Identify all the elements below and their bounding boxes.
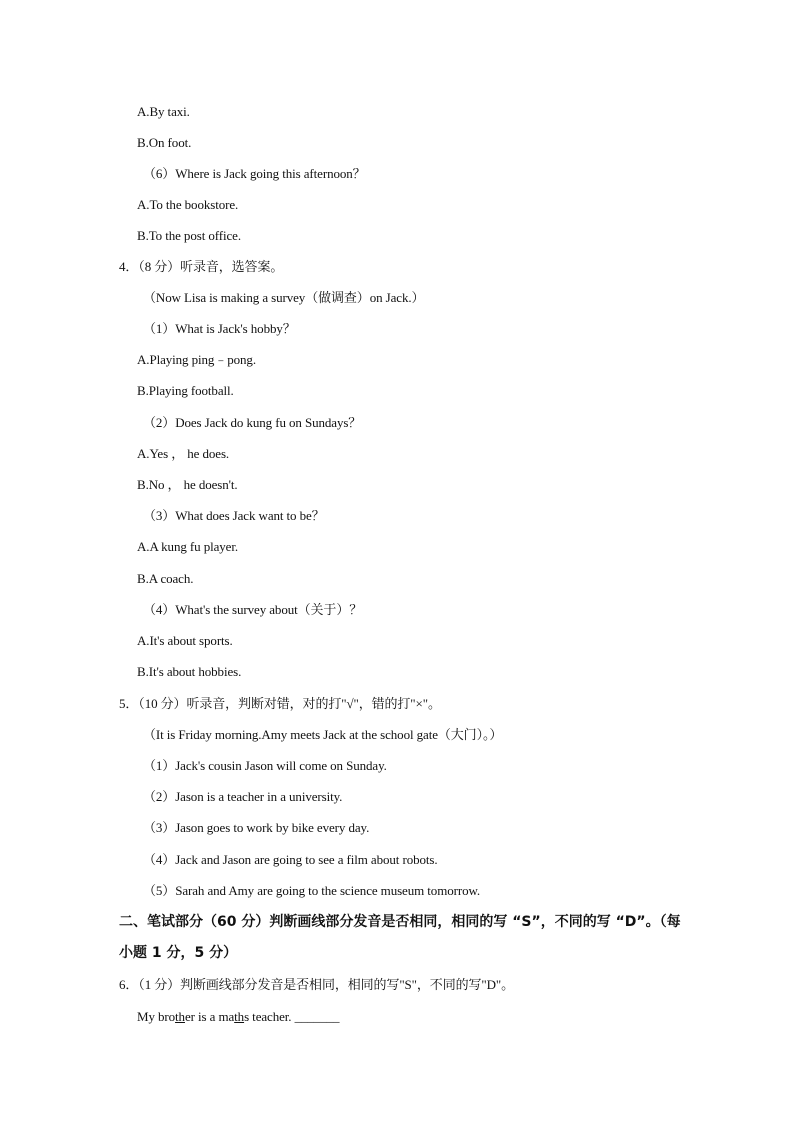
statement-5-5: （5）Sarah and Amy are going to the science museum tomorrow. [143, 883, 481, 898]
part-2-heading-cont: 小题 1 分，5 分） [119, 945, 238, 961]
section-5-context: （It is Friday morning.Amy meets Jack at the school gate（大门）。） [143, 727, 503, 742]
section-4-context: （Now Lisa is making a survey（做调查）on Jack.） [143, 290, 425, 305]
question-6: （6）Where is Jack going this afternoon？ [143, 166, 366, 181]
question-4-1: （1）What is Jack's hobby？ [143, 321, 296, 336]
option-b-post-office: B.To the post office. [137, 228, 241, 243]
option-a-yes: A.Yes ， he does. [137, 446, 230, 461]
part-2-heading: 二、笔试部分（60 分）判断画线部分发音是否相同，相同的写 “S”，不同的写 “D”。（每 [119, 914, 681, 930]
section-4-title: 4．（8 分）听录音，选答案。 [119, 259, 284, 274]
statement-5-3: （3）Jason goes to work by bike every day. [143, 820, 370, 835]
question-4-2: （2）Does Jack do kung fu on Sundays？ [143, 415, 362, 430]
section-5-title: 5．（10 分）听录音，判断对错，对的打"√"，错的打"×"。 [119, 696, 441, 711]
sentence-part: er is a ma [184, 1009, 235, 1024]
question-4-3: （3）What does Jack want to be？ [143, 508, 325, 523]
statement-5-2: （2）Jason is a teacher in a university. [143, 789, 343, 804]
option-b-football: B.Playing football. [137, 383, 234, 398]
option-a-ping-pong: A.Playing ping﹣pong. [137, 352, 256, 367]
option-b-no: B.No ， he doesn't. [137, 477, 238, 492]
statement-5-4: （4）Jack and Jason are going to see a film about robots. [143, 852, 438, 867]
option-b-coach: B.A coach. [137, 571, 194, 586]
underlined-th-2: th [234, 1009, 245, 1024]
option-b-on-foot: B.On foot. [137, 135, 192, 150]
option-a-by-taxi: A.By taxi. [137, 104, 190, 119]
question-6-title: 6．（1 分）判断画线部分发音是否相同，相同的写"S"，不同的写"D"。 [119, 977, 514, 992]
question-4-4: （4）What's the survey about（关于）？ [143, 602, 363, 617]
sentence-part: s teacher. [244, 1009, 295, 1024]
underlined-th-1: th [175, 1009, 185, 1024]
option-b-hobbies: B.It's about hobbies. [137, 664, 242, 679]
sentence-part: My bro [137, 1009, 176, 1024]
statement-5-1: （1）Jack's cousin Jason will come on Sunday. [143, 758, 387, 773]
option-a-bookstore: A.To the bookstore. [137, 197, 239, 212]
answer-blank[interactable]: _______ [294, 1009, 340, 1024]
question-6-sentence [137, 1008, 339, 1026]
option-a-kung-fu-player: A.A kung fu player. [137, 539, 239, 554]
option-a-sports: A.It's about sports. [137, 633, 233, 648]
